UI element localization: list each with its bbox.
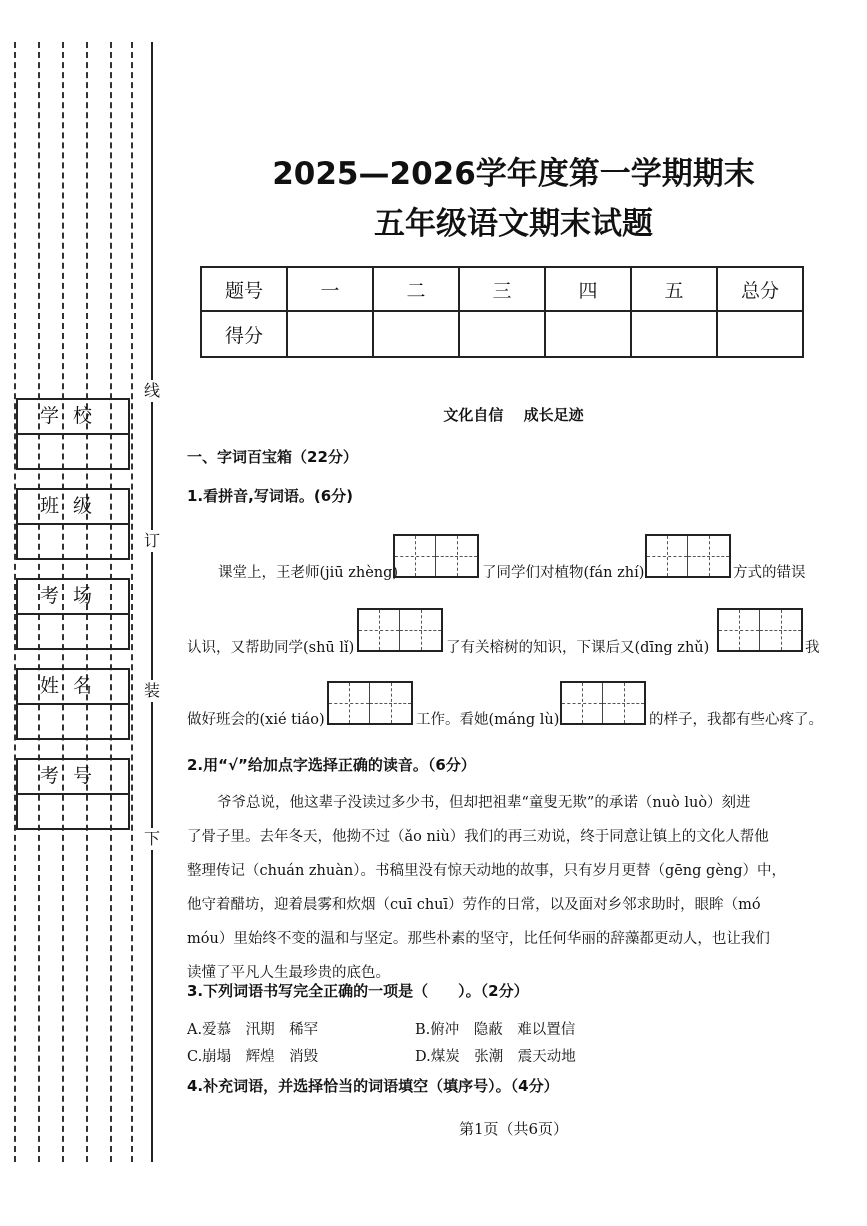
cut-line: [131, 42, 133, 1162]
score-table-header-row: [201, 267, 803, 311]
writing-grid[interactable]: [645, 534, 731, 578]
school-input[interactable]: [18, 435, 128, 468]
score-cell[interactable]: [459, 311, 545, 357]
q1-line1-text-a: 课堂上，王老师(jiū zhèng): [218, 565, 399, 581]
q2-passage-line: móu）里始终不变的温和与坚定。那些朴素的坚守，比任何华丽的辞藻都更动人，也让我们: [187, 931, 770, 947]
score-table: [200, 266, 804, 358]
question-1-title: 1.看拼音,写词语。(6分): [187, 487, 353, 505]
score-cell[interactable]: [631, 311, 717, 357]
binding-char-xian: 线: [141, 380, 163, 402]
writing-grid[interactable]: [717, 608, 803, 652]
q1-line1-text-c: 方式的错误: [733, 565, 806, 581]
exam-title: 2025—2026学年度第一学期期末: [272, 156, 755, 192]
exam-subtitle: 五年级语文期末试题: [374, 206, 653, 242]
school-label: 学校: [18, 400, 128, 435]
score-cell[interactable]: [373, 311, 459, 357]
binding-char-ding: 订: [141, 530, 163, 552]
binding-line: [151, 42, 153, 1162]
q2-passage: [187, 786, 827, 990]
q3-option-c[interactable]: C.崩塌 辉煌 消毁: [187, 1049, 319, 1065]
score-header-cell: 二: [373, 267, 459, 311]
q3-option-a[interactable]: A.爱慕 汛期 稀罕: [187, 1022, 319, 1038]
score-header-cell: 总分: [717, 267, 803, 311]
q3-option-d[interactable]: D.煤炭 张潮 震天动地: [415, 1049, 576, 1065]
score-header-cell: 五: [631, 267, 717, 311]
section-1-heading: 一、字词百宝箱（22分）: [187, 448, 358, 466]
writing-grid[interactable]: [560, 681, 646, 725]
exam-room-field-box: [16, 578, 130, 650]
score-header-cell: 三: [459, 267, 545, 311]
q1-line1-text-b: 了同学们对植物(fán zhí): [482, 565, 645, 581]
q1-line2-text-c: 我: [805, 640, 820, 656]
exam-room-label: 考场: [18, 580, 128, 615]
page-footer: 第1页（共6页）: [458, 1120, 569, 1138]
question-3-title: 3.下列词语书写完全正确的一项是（ ）。（2分）: [187, 982, 529, 1000]
exam-room-input[interactable]: [18, 615, 128, 648]
binding-char-zhuang: 装: [141, 680, 163, 702]
school-field-box: [16, 398, 130, 470]
q3-option-b[interactable]: B.俯冲 隐蔽 难以置信: [415, 1022, 576, 1038]
question-4-title: 4.补充词语，并选择恰当的词语填空（填序号）。（4分）: [187, 1077, 559, 1095]
name-label: 姓名: [18, 670, 128, 705]
q2-passage-line: 他守着醋坊，迎着晨雾和炊烟（cuī chuī）劳作的日常，以及面对乡邻求助时，眼眸（mó: [187, 897, 761, 913]
binding-char-xia: 下: [141, 828, 163, 850]
exam-number-field-box: [16, 758, 130, 830]
name-field-box: [16, 668, 130, 740]
score-header-cell: 题号: [201, 267, 287, 311]
score-header-cell: 一: [287, 267, 373, 311]
q2-passage-line: 爷爷总说，他这辈子没读过多少书，但却把祖辈“童叟无欺”的承诺（nuò luò）刻进: [217, 795, 751, 811]
q1-line3-text-a: 做好班会的(xié tiáo): [187, 712, 325, 728]
exam-number-input[interactable]: [18, 795, 128, 828]
q1-line3-text-c: 的样子，我都有些心疼了。: [649, 712, 823, 728]
writing-grid[interactable]: [357, 608, 443, 652]
question-2-title: 2.用“√”给加点字选择正确的读音。（6分）: [187, 756, 476, 774]
score-table-score-row: [201, 311, 803, 357]
class-label: 班级: [18, 490, 128, 525]
score-cell[interactable]: [717, 311, 803, 357]
writing-grid[interactable]: [393, 534, 479, 578]
class-field-box: [16, 488, 130, 560]
exam-number-label: 考号: [18, 760, 128, 795]
q1-line3-text-b: 工作。看她(máng lù): [416, 712, 560, 728]
score-cell[interactable]: [545, 311, 631, 357]
q2-passage-line: 整理传记（chuán zhuàn）。书稿里没有惊天动地的故事，只有岁月更替（gēng gèng）中，: [187, 863, 787, 879]
q2-passage-line: 了骨子里。去年冬天，他拗不过（ǎo niù）我们的再三劝说，终于同意让镇上的文化人帮他: [187, 829, 769, 845]
q1-line2-text-b: 了有关榕树的知识，下课后又(dīng zhǔ): [446, 640, 710, 656]
score-header-cell: 四: [545, 267, 631, 311]
theme-heading: 文化自信 成长足迹: [443, 406, 584, 424]
q1-line2-text-a: 认识，又帮助同学(shū lǐ): [187, 640, 355, 656]
q2-passage-line: 读懂了平凡人生最珍贵的底色。: [187, 965, 390, 981]
score-cell[interactable]: [287, 311, 373, 357]
name-input[interactable]: [18, 705, 128, 738]
score-row-label: 得分: [201, 311, 287, 357]
writing-grid[interactable]: [327, 681, 413, 725]
class-input[interactable]: [18, 525, 128, 558]
